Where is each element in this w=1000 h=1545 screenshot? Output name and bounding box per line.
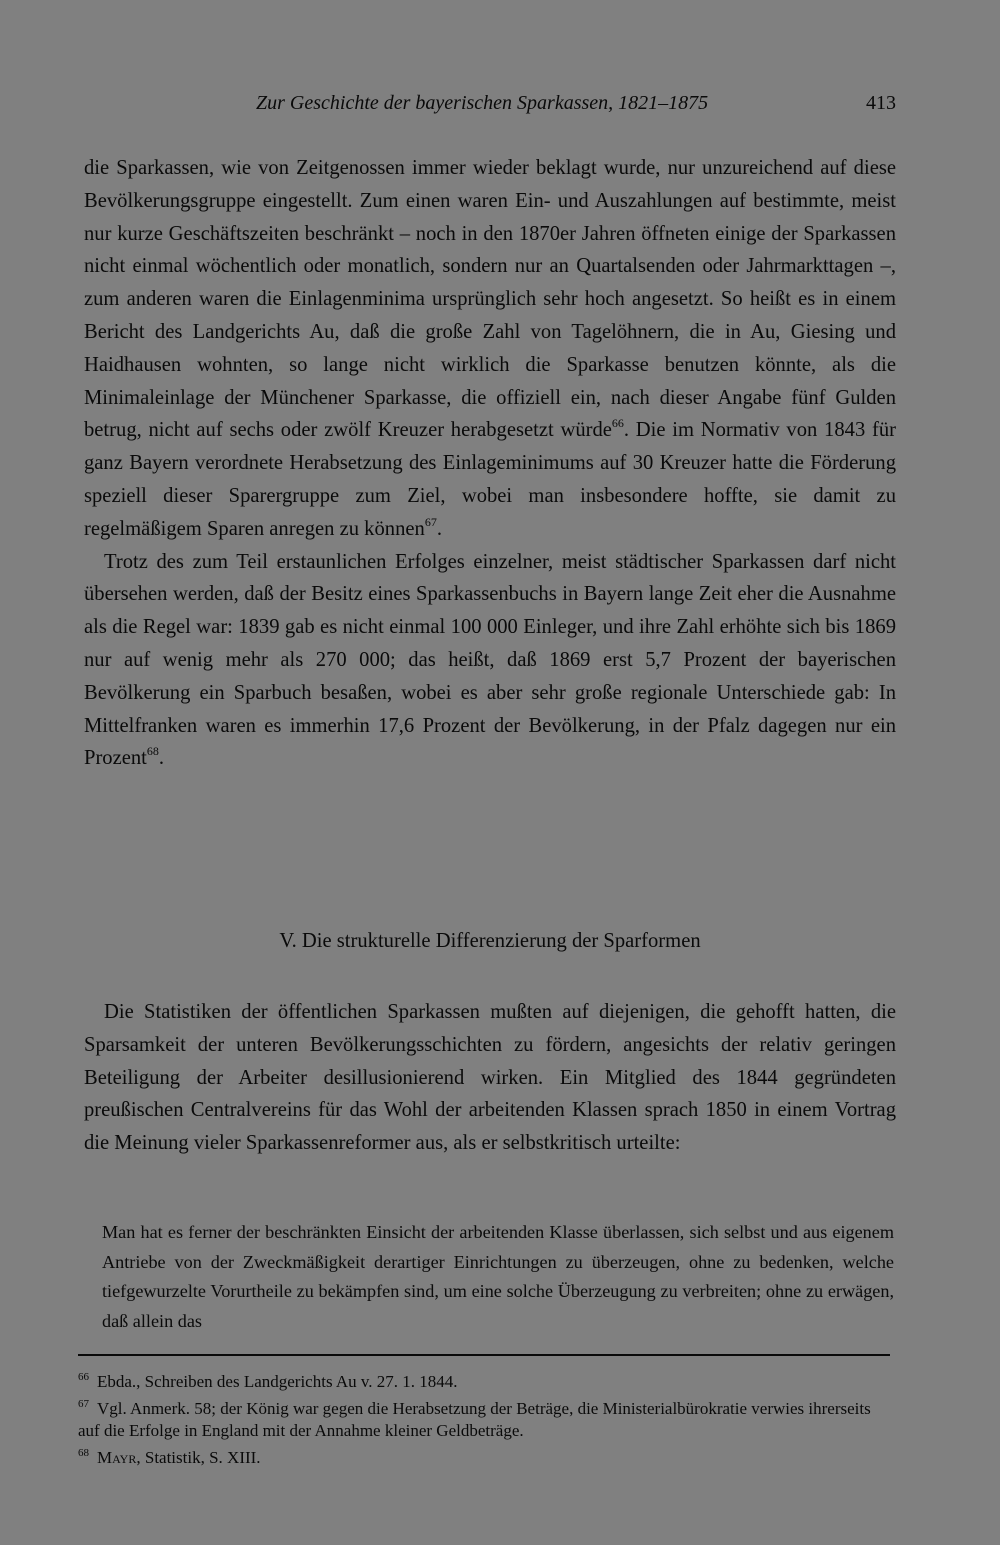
running-title: Zur Geschichte der bayerischen Sparkassen, 1821–1875 — [256, 92, 709, 114]
paragraph-1-part-c: . — [436, 517, 442, 540]
footnote-text: Vgl. Anmerk. 58; der König war gegen die Herabsetzung der Beträge, die Ministerialbürokratie verwies ihrerseits auf die Erfolge in England mit der Annahme kleiner Geldbeträge. — [78, 1399, 871, 1440]
paragraph-2-part-b: . — [158, 747, 165, 770]
footnote-68 — [78, 1442, 890, 1469]
paragraph-1 — [84, 152, 896, 546]
page-number: 413 — [866, 92, 896, 114]
paragraph-3: Die Statistiken der öffentlichen Sparkassen mußten auf diejenigen, die gehofft hatten, die Sparsamkeit der unteren Bevölkerungsschichten zu fördern, angesichts der relativ geringen Beteiligung der Arbeiter desillusionierend wirken. Ein Mitglied des 1844 gegründeten preußischen Centralvereins für das Wohl der arbeitenden Klassen sprach 1850 in einem Vortrag die Meinung vieler Sparkassenreformer aus, als er selbstkritisch urteilte: — [84, 1001, 896, 1155]
footnote-text: Ebda., Schreiben des Landgerichts Au v. 27. 1. 1844. — [97, 1372, 458, 1391]
body-text-section-1 — [84, 152, 896, 775]
footnotes — [78, 1366, 890, 1469]
paragraph-1-part-a: die Sparkassen, wie von Zeitgenossen immer wieder beklagt wurde, nur unzureichend auf diese Bevölkerungsgruppe eingestellt. Zum einen waren Ein- und Auszahlungen auf bestimmte, meist nur kurze Geschäftszeiten beschränkt – noch in den 1870er Jahren öffneten einige der Sparkassen nicht einmal wöchentlich oder monatlich, sondern nur an Quartalsenden oder Jahrmarkttagen –, zum anderen waren die Einlagenminima ursprünglich sehr hoch angesetzt. So heißt es in einem Bericht des Landgerichts Au, daß die große Zahl von Tagelöhnern, die in Au, Giesing und Haidhausen wohnten, so lange nicht wirklich die Sparkasse benutzen könnte, als die Minimaleinlage der Münchener Sparkasse, die offiziell ein, nach dieser Angabe fünf Gulden betrug, nicht auf sechs oder zwölf Kreuzer herabgesetzt würde — [84, 157, 896, 442]
body-text-section-2 — [84, 996, 896, 1160]
footnote-ref-67: 67 — [424, 514, 437, 529]
footnote-66 — [78, 1366, 890, 1393]
footnote-number: 68 — [78, 1447, 89, 1459]
block-quote: Man hat es ferner der beschränkten Einsicht der arbeitenden Klasse überlassen, sich selbst und aus eigenem Antriebe von der Zweckmäßigkeit derartiger Einrichtungen zu überzeugen, ohne zu bedenken, welche tiefgewurzelte Vorurtheile zu bekämpfen sind, um eine solche Überzeugung zu verbreiten; ohne zu erwägen, daß allein das — [102, 1222, 894, 1331]
paragraph-2 — [84, 546, 896, 776]
footnote-separator — [78, 1354, 890, 1356]
paragraph-1-part-b: . Die im Normativ von 1843 für ganz Bayern verordnete Herabsetzung des Einlageminimums auf 30 Kreuzer hatte die Förderung speziell dieser Sparergruppe zum Ziel, wobei man insbesondere hoffte, sie damit zu regelmäßigem Sparen anregen zu können — [84, 419, 897, 540]
footnote-text: , Statistik, S. XIII. — [136, 1448, 261, 1467]
footnote-author: Mayr — [97, 1448, 137, 1467]
paragraph-2-part-a: Trotz des zum Teil erstaunlichen Erfolges einzelner, meist städtischer Sparkassen darf nicht übersehen werden, daß der Besitz eines Sparkassenbuchs in Bayern lange Zeit eher die Ausnahme als die Regel war: 1839 gab es nicht einmal 100 000 Einleger, und ihre Zahl erhöhte sich bis 1869 nur auf wenig mehr als 270 000; das heißt, daß 1869 erst 5,7 Prozent der bayerischen Bevölkerung ein Sparbuch besaßen, wobei es aber sehr große regionale Unterschiede gab: In Mittelfranken waren es immerhin 17,6 Prozent der Bevölkerung, in der Pfalz dagegen nur ein Prozent — [84, 550, 896, 770]
footnote-ref-66: 66 — [611, 416, 624, 431]
running-header — [84, 92, 896, 122]
footnote-67 — [78, 1393, 890, 1442]
footnote-number: 67 — [78, 1398, 89, 1410]
footnote-ref-68: 68 — [146, 744, 159, 759]
footnote-number: 66 — [78, 1371, 89, 1383]
section-heading: V. Die strukturelle Differenzierung der Sparformen — [279, 930, 701, 952]
